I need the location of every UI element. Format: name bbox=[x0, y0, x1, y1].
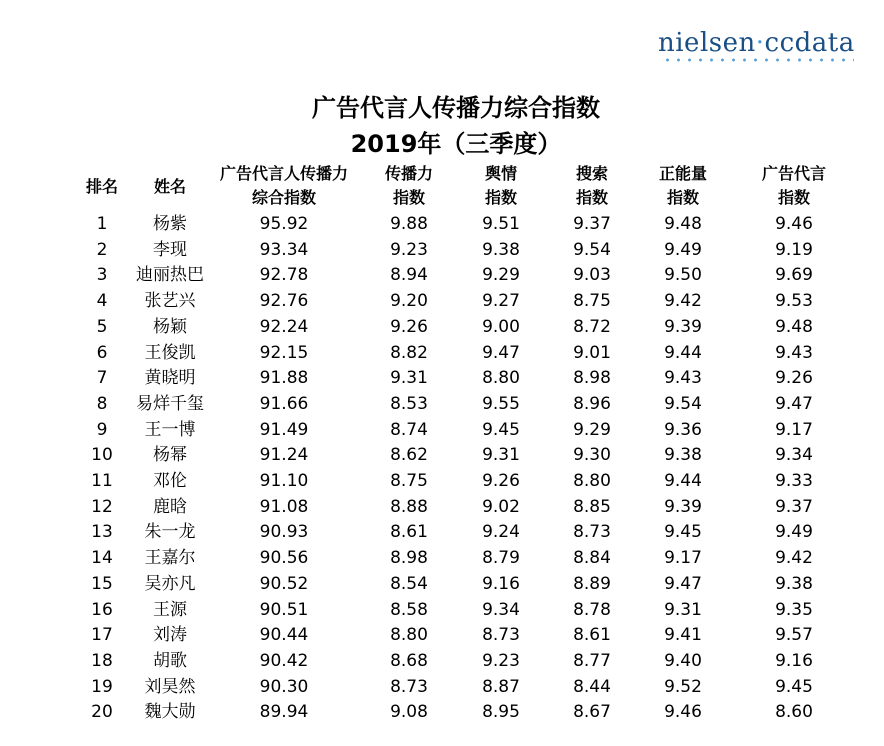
page-title: 广告代言人传播力综合指数 bbox=[312, 94, 600, 122]
positive-energy-index-cell: 9.50 bbox=[664, 265, 702, 286]
table-row bbox=[68, 572, 858, 598]
endorsement-index-cell: 9.17 bbox=[775, 419, 813, 440]
search-index-cell: 9.01 bbox=[573, 342, 611, 363]
header-label-line2: 指数 bbox=[666, 188, 699, 207]
spread-index-cell: 8.61 bbox=[390, 522, 428, 543]
table-row bbox=[68, 443, 858, 469]
endorsement-index-cell: 8.60 bbox=[775, 702, 813, 723]
endorsement-index-cell: 9.16 bbox=[775, 650, 813, 671]
positive-energy-index-cell: 9.40 bbox=[664, 650, 702, 671]
rank-cell: 2 bbox=[96, 239, 108, 260]
sentiment-index-cell: 9.26 bbox=[482, 471, 520, 492]
positive-energy-index-cell: 9.44 bbox=[664, 471, 702, 492]
table-row bbox=[68, 469, 858, 495]
composite-index-cell: 90.42 bbox=[259, 650, 309, 671]
endorsement-index-cell: 9.45 bbox=[775, 676, 813, 697]
logo-text-ccdata: ccdata bbox=[764, 28, 855, 58]
composite-index-cell: 90.52 bbox=[259, 573, 309, 594]
table-row bbox=[68, 418, 858, 444]
sentiment-index-cell: 9.55 bbox=[482, 393, 520, 414]
spread-index-cell: 8.62 bbox=[390, 445, 428, 466]
composite-index-cell: 91.88 bbox=[259, 368, 309, 389]
rank-cell: 16 bbox=[91, 599, 113, 620]
search-index-cell: 8.67 bbox=[573, 702, 611, 723]
rank-cell: 3 bbox=[96, 265, 108, 286]
positive-energy-index-cell: 9.36 bbox=[664, 419, 702, 440]
spread-index-cell: 8.68 bbox=[390, 650, 428, 671]
rank-cell: 13 bbox=[91, 522, 113, 543]
name-cell: 朱一龙 bbox=[144, 522, 196, 543]
name-cell: 胡歌 bbox=[153, 650, 187, 671]
sentiment-index-cell: 8.79 bbox=[482, 548, 520, 569]
header-label-line1: 传播力 bbox=[384, 164, 433, 183]
name-cell: 杨颖 bbox=[153, 316, 187, 337]
nielsen-ccdata-logo bbox=[658, 28, 855, 58]
endorsement-index-cell: 9.37 bbox=[775, 496, 813, 517]
name-cell: 张艺兴 bbox=[144, 291, 196, 312]
name-cell: 吴亦凡 bbox=[144, 573, 196, 594]
search-index-cell: 9.03 bbox=[573, 265, 611, 286]
spread-index-cell: 8.80 bbox=[390, 625, 428, 646]
name-cell: 王一博 bbox=[144, 419, 196, 440]
sentiment-index-cell: 9.00 bbox=[482, 316, 520, 337]
rank-cell: 14 bbox=[91, 548, 113, 569]
sentiment-index-cell: 9.02 bbox=[482, 496, 520, 517]
rank-cell: 15 bbox=[91, 573, 113, 594]
spread-index-cell: 8.98 bbox=[390, 548, 428, 569]
header-label-line2: 指数 bbox=[484, 188, 517, 207]
endorsement-index-cell: 9.38 bbox=[775, 573, 813, 594]
positive-energy-index-cell: 9.52 bbox=[664, 676, 702, 697]
endorsement-index-cell: 9.69 bbox=[775, 265, 813, 286]
endorsement-index-cell: 9.26 bbox=[775, 368, 813, 389]
composite-index-cell: 92.24 bbox=[259, 316, 309, 337]
header-label-line1: 姓名 bbox=[153, 177, 186, 196]
rank-cell: 11 bbox=[91, 471, 113, 492]
positive-energy-index-cell: 9.39 bbox=[664, 316, 702, 337]
sentiment-index-cell: 9.27 bbox=[482, 291, 520, 312]
name-cell: 黄晓明 bbox=[144, 368, 196, 389]
search-index-cell: 8.98 bbox=[573, 368, 611, 389]
composite-index-cell: 92.15 bbox=[259, 342, 309, 363]
sentiment-index-cell: 9.24 bbox=[482, 522, 520, 543]
table-row bbox=[68, 598, 858, 624]
name-cell: 刘涛 bbox=[153, 625, 187, 646]
positive-energy-index-cell: 9.43 bbox=[664, 368, 702, 389]
table-row bbox=[68, 675, 858, 701]
spread-index-cell: 8.75 bbox=[390, 471, 428, 492]
positive-energy-index-cell: 9.54 bbox=[664, 393, 702, 414]
sentiment-index-cell: 9.51 bbox=[482, 214, 520, 234]
composite-index-cell: 90.56 bbox=[259, 548, 309, 569]
header-label-line2: 指数 bbox=[575, 188, 608, 207]
rank-cell: 18 bbox=[91, 650, 113, 671]
endorsement-index-cell: 9.46 bbox=[775, 214, 813, 234]
table-row bbox=[68, 238, 858, 264]
rank-cell: 1 bbox=[96, 214, 108, 234]
table-row bbox=[68, 212, 858, 238]
endorsement-index-cell: 9.53 bbox=[775, 291, 813, 312]
rank-cell: 9 bbox=[96, 419, 108, 440]
header-endorsement-index bbox=[730, 162, 858, 212]
spread-index-cell: 8.53 bbox=[390, 393, 428, 414]
spread-index-cell: 9.31 bbox=[390, 368, 428, 389]
table-header-row bbox=[68, 162, 858, 212]
search-index-cell: 8.84 bbox=[573, 548, 611, 569]
rank-cell: 10 bbox=[91, 445, 113, 466]
positive-energy-index-cell: 9.48 bbox=[664, 214, 702, 234]
composite-index-cell: 93.34 bbox=[259, 239, 309, 260]
name-cell: 李现 bbox=[153, 239, 187, 260]
name-cell: 迪丽热巴 bbox=[136, 265, 204, 286]
sentiment-index-cell: 9.45 bbox=[482, 419, 520, 440]
table-row bbox=[68, 392, 858, 418]
composite-index-cell: 91.49 bbox=[259, 419, 309, 440]
logo-text-nielsen: nielsen bbox=[658, 28, 756, 58]
table-body bbox=[68, 212, 858, 726]
name-cell: 杨紫 bbox=[153, 214, 187, 234]
header-label-line1: 正能量 bbox=[658, 164, 707, 183]
logo-separator: · bbox=[755, 28, 765, 58]
spread-index-cell: 8.94 bbox=[390, 265, 428, 286]
spread-index-cell: 8.82 bbox=[390, 342, 428, 363]
spread-index-cell: 9.88 bbox=[390, 214, 428, 234]
header-label-line1: 广告代言人传播力 bbox=[219, 164, 348, 183]
spread-index-cell: 8.58 bbox=[390, 599, 428, 620]
name-cell: 魏大勋 bbox=[144, 702, 196, 723]
table-row bbox=[68, 623, 858, 649]
endorsement-index-cell: 9.33 bbox=[775, 471, 813, 492]
search-index-cell: 8.73 bbox=[573, 522, 611, 543]
positive-energy-index-cell: 9.39 bbox=[664, 496, 702, 517]
endorsement-index-cell: 9.43 bbox=[775, 342, 813, 363]
endorsement-index-cell: 9.49 bbox=[775, 522, 813, 543]
table-row bbox=[68, 546, 858, 572]
rank-cell: 4 bbox=[96, 291, 108, 312]
search-index-cell: 8.77 bbox=[573, 650, 611, 671]
header-rank bbox=[68, 162, 136, 212]
spread-index-cell: 8.88 bbox=[390, 496, 428, 517]
header-composite-index bbox=[204, 162, 364, 212]
endorsement-index-cell: 9.47 bbox=[775, 393, 813, 414]
positive-energy-index-cell: 9.41 bbox=[664, 625, 702, 646]
positive-energy-index-cell: 9.45 bbox=[664, 522, 702, 543]
rank-cell: 5 bbox=[96, 316, 108, 337]
header-label-line1: 舆情 bbox=[484, 164, 517, 183]
sentiment-index-cell: 8.95 bbox=[482, 702, 520, 723]
name-cell: 邓伦 bbox=[153, 471, 187, 492]
composite-index-cell: 90.51 bbox=[259, 599, 309, 620]
positive-energy-index-cell: 9.44 bbox=[664, 342, 702, 363]
rank-cell: 12 bbox=[91, 496, 113, 517]
header-label-line1: 广告代言 bbox=[761, 164, 826, 183]
rank-cell: 6 bbox=[96, 342, 108, 363]
search-index-cell: 8.72 bbox=[573, 316, 611, 337]
sentiment-index-cell: 9.47 bbox=[482, 342, 520, 363]
name-cell: 王源 bbox=[153, 599, 187, 620]
name-cell: 易烊千玺 bbox=[136, 393, 204, 414]
search-index-cell: 8.80 bbox=[573, 471, 611, 492]
name-cell: 杨幂 bbox=[153, 445, 187, 466]
table-row bbox=[68, 495, 858, 521]
name-cell: 王嘉尔 bbox=[144, 548, 196, 569]
spread-index-cell: 8.73 bbox=[390, 676, 428, 697]
composite-index-cell: 90.93 bbox=[259, 522, 309, 543]
endorsement-index-cell: 9.34 bbox=[775, 445, 813, 466]
spread-index-cell: 9.26 bbox=[390, 316, 428, 337]
endorsement-index-cell: 9.19 bbox=[775, 239, 813, 260]
sentiment-index-cell: 9.38 bbox=[482, 239, 520, 260]
name-cell: 王俊凯 bbox=[144, 342, 196, 363]
sentiment-index-cell: 9.16 bbox=[482, 573, 520, 594]
table-row bbox=[68, 341, 858, 367]
composite-index-cell: 90.44 bbox=[259, 625, 309, 646]
positive-energy-index-cell: 9.47 bbox=[664, 573, 702, 594]
sentiment-index-cell: 9.31 bbox=[482, 445, 520, 466]
table-row bbox=[68, 520, 858, 546]
header-positive-energy-index bbox=[636, 162, 730, 212]
sentiment-index-cell: 8.73 bbox=[482, 625, 520, 646]
positive-energy-index-cell: 9.46 bbox=[664, 702, 702, 723]
composite-index-cell: 89.94 bbox=[259, 702, 309, 723]
header-spread-index bbox=[364, 162, 454, 212]
ranking-table bbox=[68, 162, 858, 726]
search-index-cell: 9.54 bbox=[573, 239, 611, 260]
spread-index-cell: 8.54 bbox=[390, 573, 428, 594]
table-row bbox=[68, 289, 858, 315]
rank-cell: 17 bbox=[91, 625, 113, 646]
sentiment-index-cell: 9.34 bbox=[482, 599, 520, 620]
table-row bbox=[68, 700, 858, 726]
rank-cell: 20 bbox=[91, 702, 113, 723]
composite-index-cell: 92.78 bbox=[259, 265, 309, 286]
positive-energy-index-cell: 9.42 bbox=[664, 291, 702, 312]
rank-cell: 19 bbox=[91, 676, 113, 697]
table-row bbox=[68, 366, 858, 392]
header-label-line2: 指数 bbox=[777, 188, 810, 207]
search-index-cell: 8.96 bbox=[573, 393, 611, 414]
composite-index-cell: 91.66 bbox=[259, 393, 309, 414]
positive-energy-index-cell: 9.38 bbox=[664, 445, 702, 466]
search-index-cell: 8.44 bbox=[573, 676, 611, 697]
search-index-cell: 8.78 bbox=[573, 599, 611, 620]
sentiment-index-cell: 9.23 bbox=[482, 650, 520, 671]
composite-index-cell: 92.76 bbox=[259, 291, 309, 312]
search-index-cell: 9.29 bbox=[573, 419, 611, 440]
logo-dotted-underline bbox=[662, 58, 854, 62]
header-label-line1: 搜索 bbox=[575, 164, 608, 183]
composite-index-cell: 91.24 bbox=[259, 445, 309, 466]
search-index-cell: 8.85 bbox=[573, 496, 611, 517]
table-row bbox=[68, 263, 858, 289]
search-index-cell: 8.61 bbox=[573, 625, 611, 646]
rank-cell: 8 bbox=[96, 393, 108, 414]
endorsement-index-cell: 9.42 bbox=[775, 548, 813, 569]
page-subtitle: 2019年（三季度） bbox=[350, 130, 562, 158]
header-search-index bbox=[548, 162, 636, 212]
composite-index-cell: 95.92 bbox=[259, 214, 309, 234]
rank-cell: 7 bbox=[96, 368, 108, 389]
composite-index-cell: 91.08 bbox=[259, 496, 309, 517]
header-label-line2: 综合指数 bbox=[251, 188, 316, 207]
positive-energy-index-cell: 9.17 bbox=[664, 548, 702, 569]
spread-index-cell: 9.20 bbox=[390, 291, 428, 312]
header-sentiment-index bbox=[454, 162, 548, 212]
endorsement-index-cell: 9.48 bbox=[775, 316, 813, 337]
endorsement-index-cell: 9.57 bbox=[775, 625, 813, 646]
header-name bbox=[136, 162, 204, 212]
sentiment-index-cell: 8.80 bbox=[482, 368, 520, 389]
sentiment-index-cell: 8.87 bbox=[482, 676, 520, 697]
positive-energy-index-cell: 9.31 bbox=[664, 599, 702, 620]
search-index-cell: 9.37 bbox=[573, 214, 611, 234]
table-row bbox=[68, 315, 858, 341]
endorsement-index-cell: 9.35 bbox=[775, 599, 813, 620]
search-index-cell: 8.89 bbox=[573, 573, 611, 594]
name-cell: 刘昊然 bbox=[144, 676, 196, 697]
composite-index-cell: 91.10 bbox=[259, 471, 309, 492]
header-label-line1: 排名 bbox=[85, 177, 118, 196]
table-row bbox=[68, 649, 858, 675]
positive-energy-index-cell: 9.49 bbox=[664, 239, 702, 260]
spread-index-cell: 9.23 bbox=[390, 239, 428, 260]
composite-index-cell: 90.30 bbox=[259, 676, 309, 697]
header-label-line2: 指数 bbox=[392, 188, 425, 207]
spread-index-cell: 8.74 bbox=[390, 419, 428, 440]
sentiment-index-cell: 9.29 bbox=[482, 265, 520, 286]
spread-index-cell: 9.08 bbox=[390, 702, 428, 723]
search-index-cell: 9.30 bbox=[573, 445, 611, 466]
name-cell: 鹿晗 bbox=[153, 496, 187, 517]
search-index-cell: 8.75 bbox=[573, 291, 611, 312]
